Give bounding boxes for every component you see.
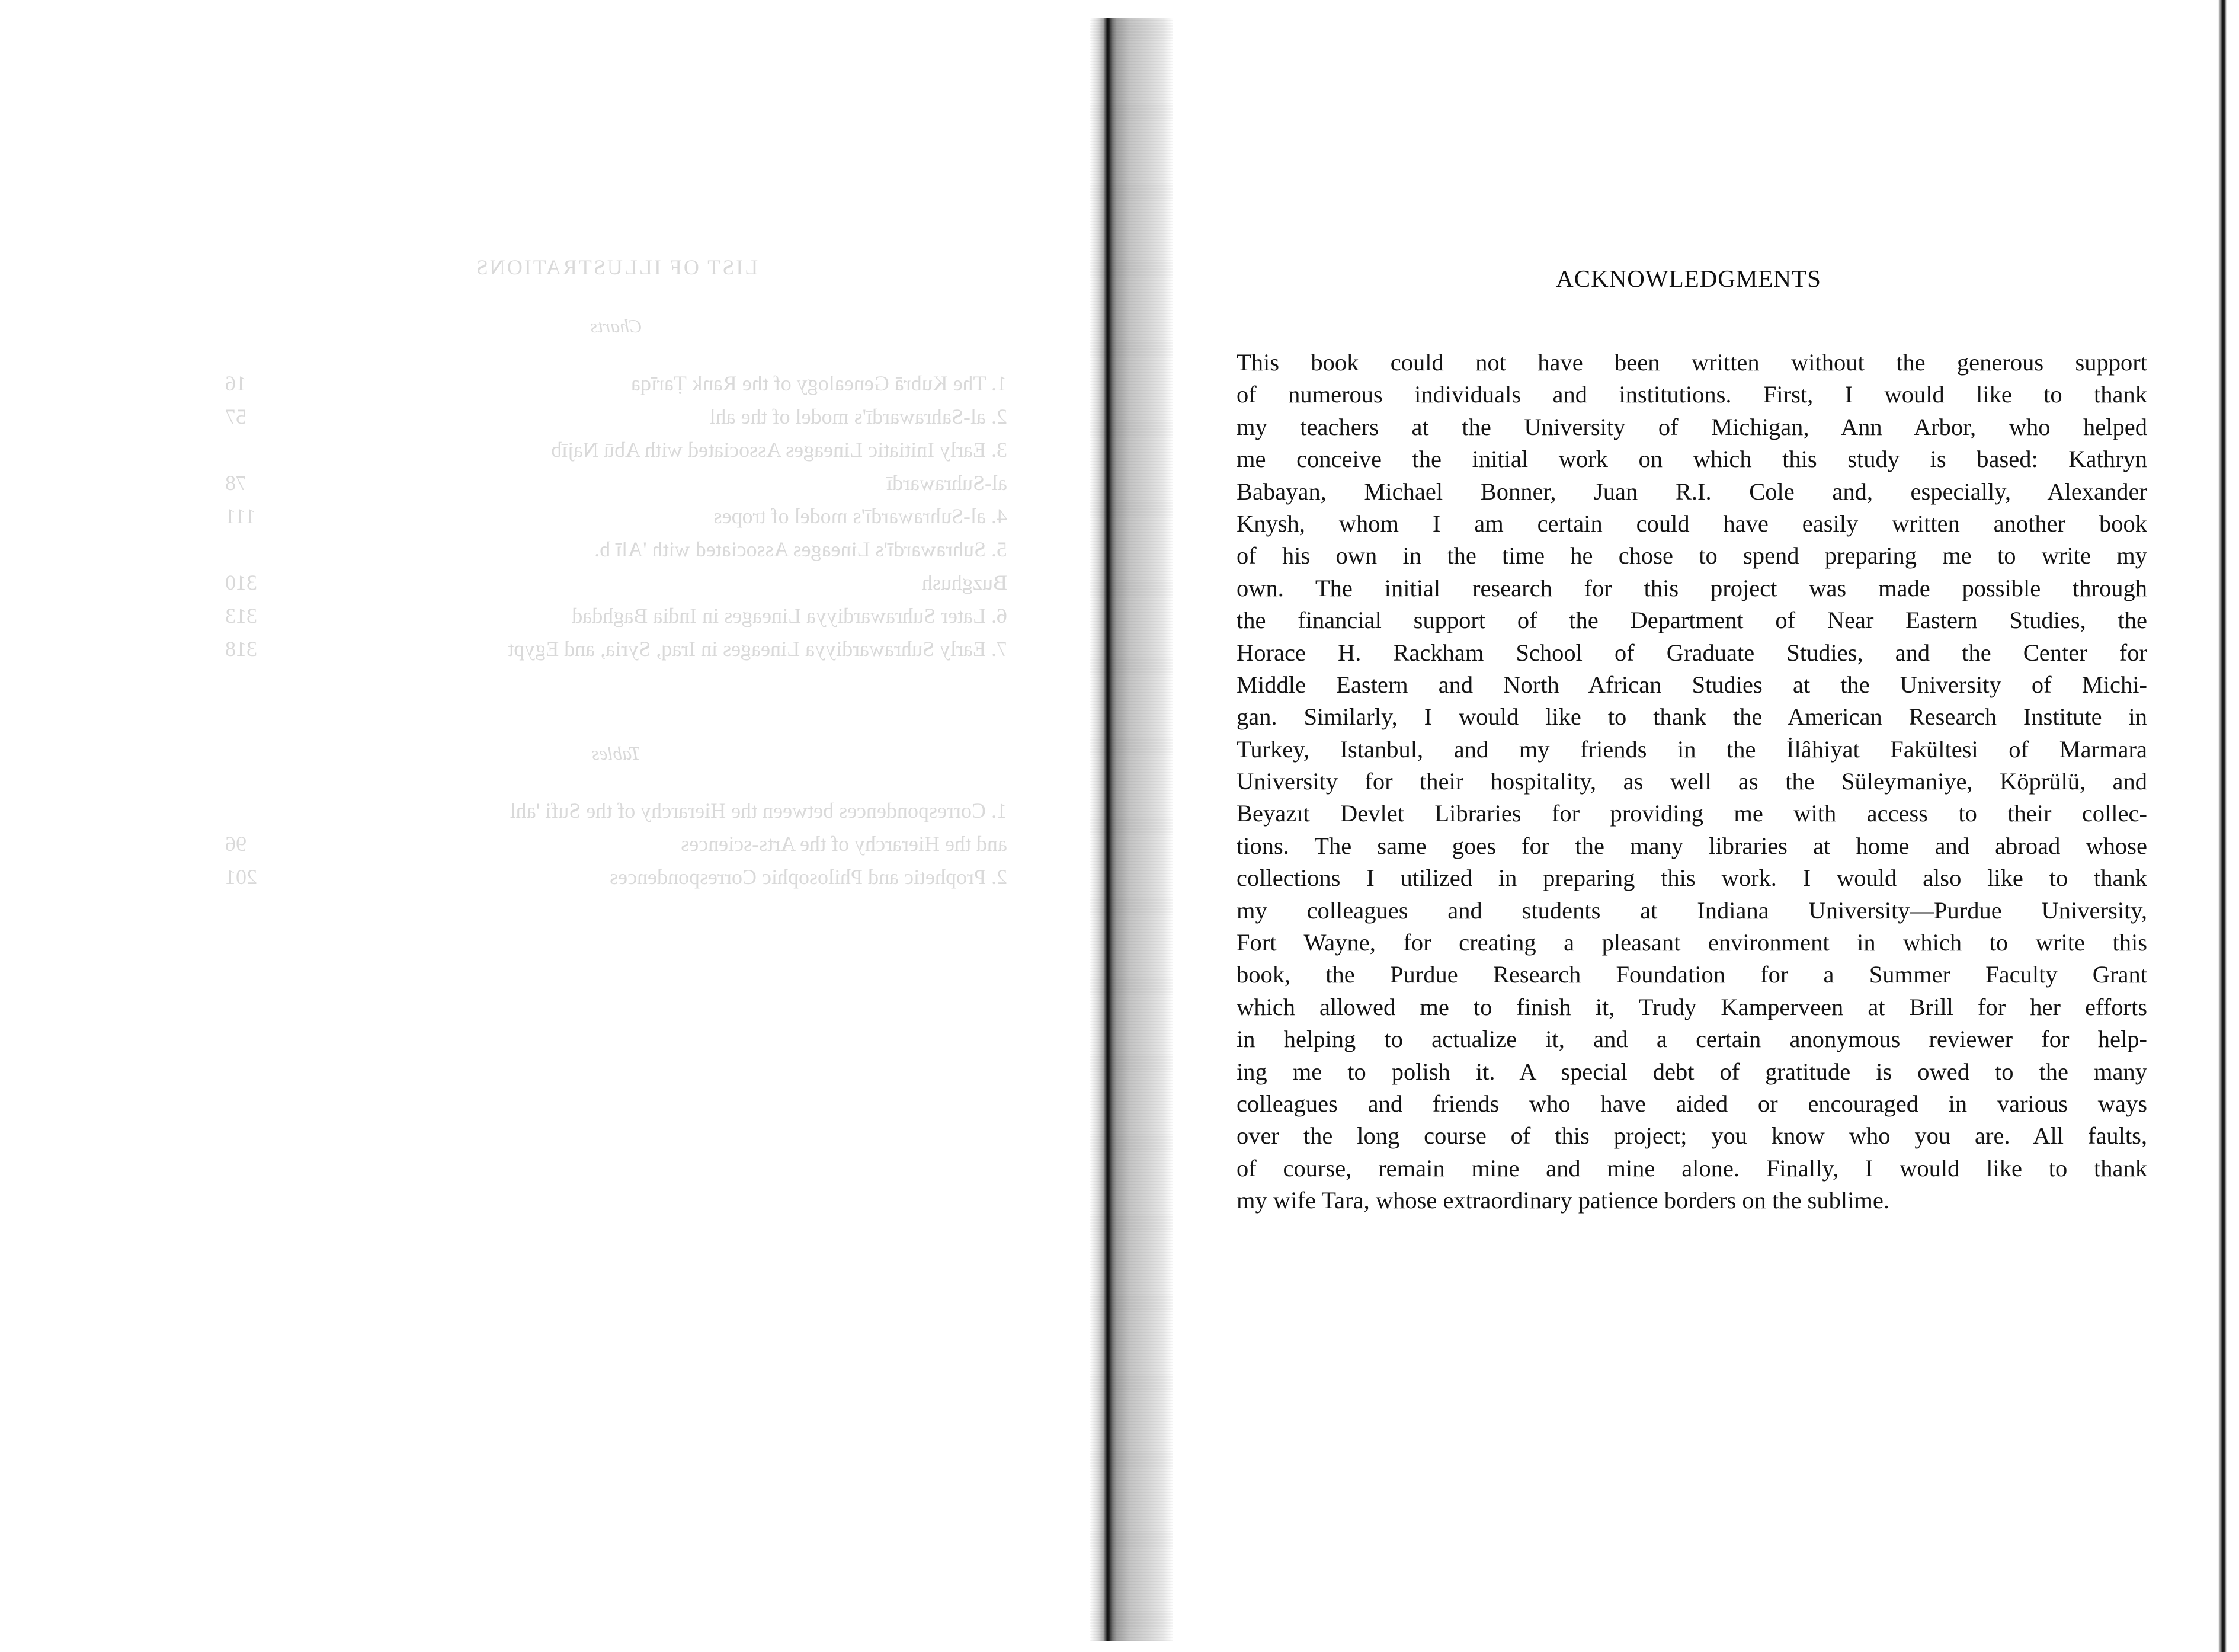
text-line: Beyazıt Devlet Libraries for providing me with access to their collec- — [1237, 800, 2147, 827]
bleed-item-text — [886, 466, 1007, 500]
bleed-item-label: Correspondences between the Hierarchy of the Sufi 'ahl — [510, 799, 986, 822]
text-line: Horace H. Rackham School of Graduate Studies, and the Center for — [1237, 639, 2147, 666]
text-line: Turkey, Istanbul, and my friends in the İlâhiyat Fakültesi of Marmara — [1237, 735, 2147, 763]
bleed-item-number: 7. — [991, 637, 1007, 661]
bleed-item-number: 1. — [991, 372, 1007, 395]
bleed-list-item — [225, 794, 1007, 827]
bleed-list-item — [225, 860, 1007, 894]
bleed-list-item — [225, 632, 1007, 665]
bleed-charts-list — [225, 367, 1007, 665]
bleed-item-label: Early Suhrawardiyya Lineages in Iraq, Syria, and Egypt — [508, 637, 986, 661]
bleed-list-item — [225, 500, 1007, 533]
bleed-item-label: Later Suhrawardiyya Lineages in India Baghdad — [572, 604, 986, 627]
bleed-item-label: The Kubrā Genealogy of the Rank Ṭarīqa — [630, 372, 986, 395]
bleed-item-text — [631, 367, 1007, 400]
bleed-item-label: Prophetic and Philosophic Correspondences — [610, 865, 986, 889]
bleed-charts-heading: Charts — [590, 315, 642, 337]
bleed-item-label: Suhrawardī's Lineages Associated with 'Alī b. — [594, 537, 986, 561]
bleed-item-label: al-Suhrawardī's model of tropes — [713, 504, 986, 528]
text-line: me conceive the initial work on which this study is based: Kathryn — [1237, 446, 2147, 473]
text-line: of his own in the time he chose to spend preparing me to write my — [1237, 542, 2147, 569]
bleed-item-number: 2. — [991, 865, 1007, 889]
text-line: which allowed me to finish it, Trudy Kamperveen at Brill for her efforts — [1237, 993, 2147, 1020]
text-line: of numerous individuals and institutions. First, I would like to thank — [1237, 381, 2147, 408]
text-line: Knysh, whom I am certain could have easily written another book — [1237, 510, 2147, 537]
text-line: over the long course of this project; you know who you are. All faults, — [1237, 1122, 2147, 1150]
bleed-item-number: 4. — [991, 504, 1007, 528]
bleed-list-item — [225, 367, 1007, 400]
book-gutter — [1090, 18, 1173, 1641]
text-line: tions. The same goes for the many libraries at home and abroad whose — [1237, 832, 2147, 859]
bleed-item-number: 6. — [991, 604, 1007, 627]
bleed-item-number: 5. — [991, 537, 1007, 561]
bleed-item-page: 310 — [225, 571, 257, 594]
bleed-item-text — [681, 827, 1007, 860]
bleed-item-text — [610, 860, 1007, 894]
text-line: my wife Tara, whose extraordinary patience borders on the sublime. — [1237, 1187, 1889, 1214]
text-line: Middle Eastern and North African Studies at the University of Michi- — [1237, 671, 2147, 698]
bleed-item-page: 16 — [225, 372, 246, 395]
bleed-item-text — [510, 794, 1007, 827]
text-line: colleagues and friends who have aided or encouraged in various ways — [1237, 1090, 2147, 1117]
bleed-item-page: 313 — [225, 604, 257, 627]
bleed-item-label: al-Suhrawardī — [886, 471, 1007, 495]
text-line: University for their hospitality, as well as the Süleymaniye, Köprülü, and — [1237, 768, 2147, 795]
acknowledgments-body — [1237, 347, 2147, 1217]
text-line: own. The initial research for this project was made possible through — [1237, 574, 2147, 601]
text-line: book, the Purdue Research Foundation for a Summer Faculty Grant — [1237, 961, 2147, 988]
bleed-item-label: al-Sahrawardī's model of the ahl — [709, 405, 986, 428]
bleed-list-item — [225, 827, 1007, 860]
bleed-item-number: 2. — [991, 405, 1007, 428]
text-line: collections I utilized in preparing this work. I would also like to thank — [1237, 865, 2147, 892]
text-line: in helping to actualize it, and a certain anonymous reviewer for help- — [1237, 1026, 2147, 1053]
bleed-item-text — [594, 533, 1007, 566]
bleed-item-text — [922, 566, 1007, 599]
bleed-item-text — [508, 632, 1007, 665]
text-line: ing me to polish it. A special debt of gratitude is owed to the many — [1237, 1058, 2147, 1085]
bleed-item-number: 3. — [991, 438, 1007, 462]
text-line: This book could not have been written without the generous support — [1237, 349, 2147, 376]
bleed-item-text — [710, 400, 1007, 433]
page-heading: ACKNOWLEDGMENTS — [1556, 265, 1821, 292]
bleed-item-page: 111 — [225, 504, 256, 528]
left-page — [0, 0, 1102, 1652]
bleed-item-page: 78 — [225, 471, 246, 495]
bleed-list-item — [225, 533, 1007, 566]
bleed-item-text — [551, 433, 1007, 466]
bleed-through-text — [225, 255, 1007, 894]
bleed-item-page: 96 — [225, 832, 246, 856]
bleed-list-item — [225, 466, 1007, 500]
bleed-item-text — [572, 599, 1007, 632]
bleed-tables-heading: Tables — [591, 742, 641, 764]
text-line: my teachers at the University of Michigan, Ann Arbor, who helped — [1237, 413, 2147, 440]
bleed-item-page: 57 — [225, 405, 246, 428]
text-line: Babayan, Michael Bonner, Juan R.I. Cole and, especially, Alexander — [1237, 478, 2147, 505]
bleed-title: LIST OF ILLUSTRATIONS — [474, 255, 758, 279]
bleed-item-label: Buzghush — [922, 571, 1007, 594]
bleed-list-item — [225, 400, 1007, 433]
page-edge-shadow — [2218, 0, 2227, 1652]
bleed-item-number: 1. — [991, 799, 1007, 822]
text-line: Fort Wayne, for creating a pleasant environment in which to write this — [1237, 929, 2147, 956]
bleed-list-item — [225, 599, 1007, 632]
text-line: gan. Similarly, I would like to thank the American Research Institute in — [1237, 703, 2147, 731]
bleed-tables-list — [225, 794, 1007, 894]
text-line: my colleagues and students at Indiana University—Purdue University, — [1237, 897, 2147, 924]
bleed-item-page: 201 — [225, 865, 257, 889]
bleed-list-item — [225, 433, 1007, 466]
bleed-list-item — [225, 566, 1007, 599]
text-line: of course, remain mine and mine alone. Finally, I would like to thank — [1237, 1154, 2147, 1182]
bleed-item-label: and the Hierarchy of the Arts-sciences — [681, 832, 1007, 856]
text-line: the financial support of the Department of Near Eastern Studies, the — [1237, 607, 2147, 634]
bleed-item-page: 318 — [225, 637, 257, 661]
bleed-item-label: Early Initiatic Lineages Associated with Abū Najīb — [551, 438, 986, 462]
bleed-item-text — [714, 500, 1007, 533]
